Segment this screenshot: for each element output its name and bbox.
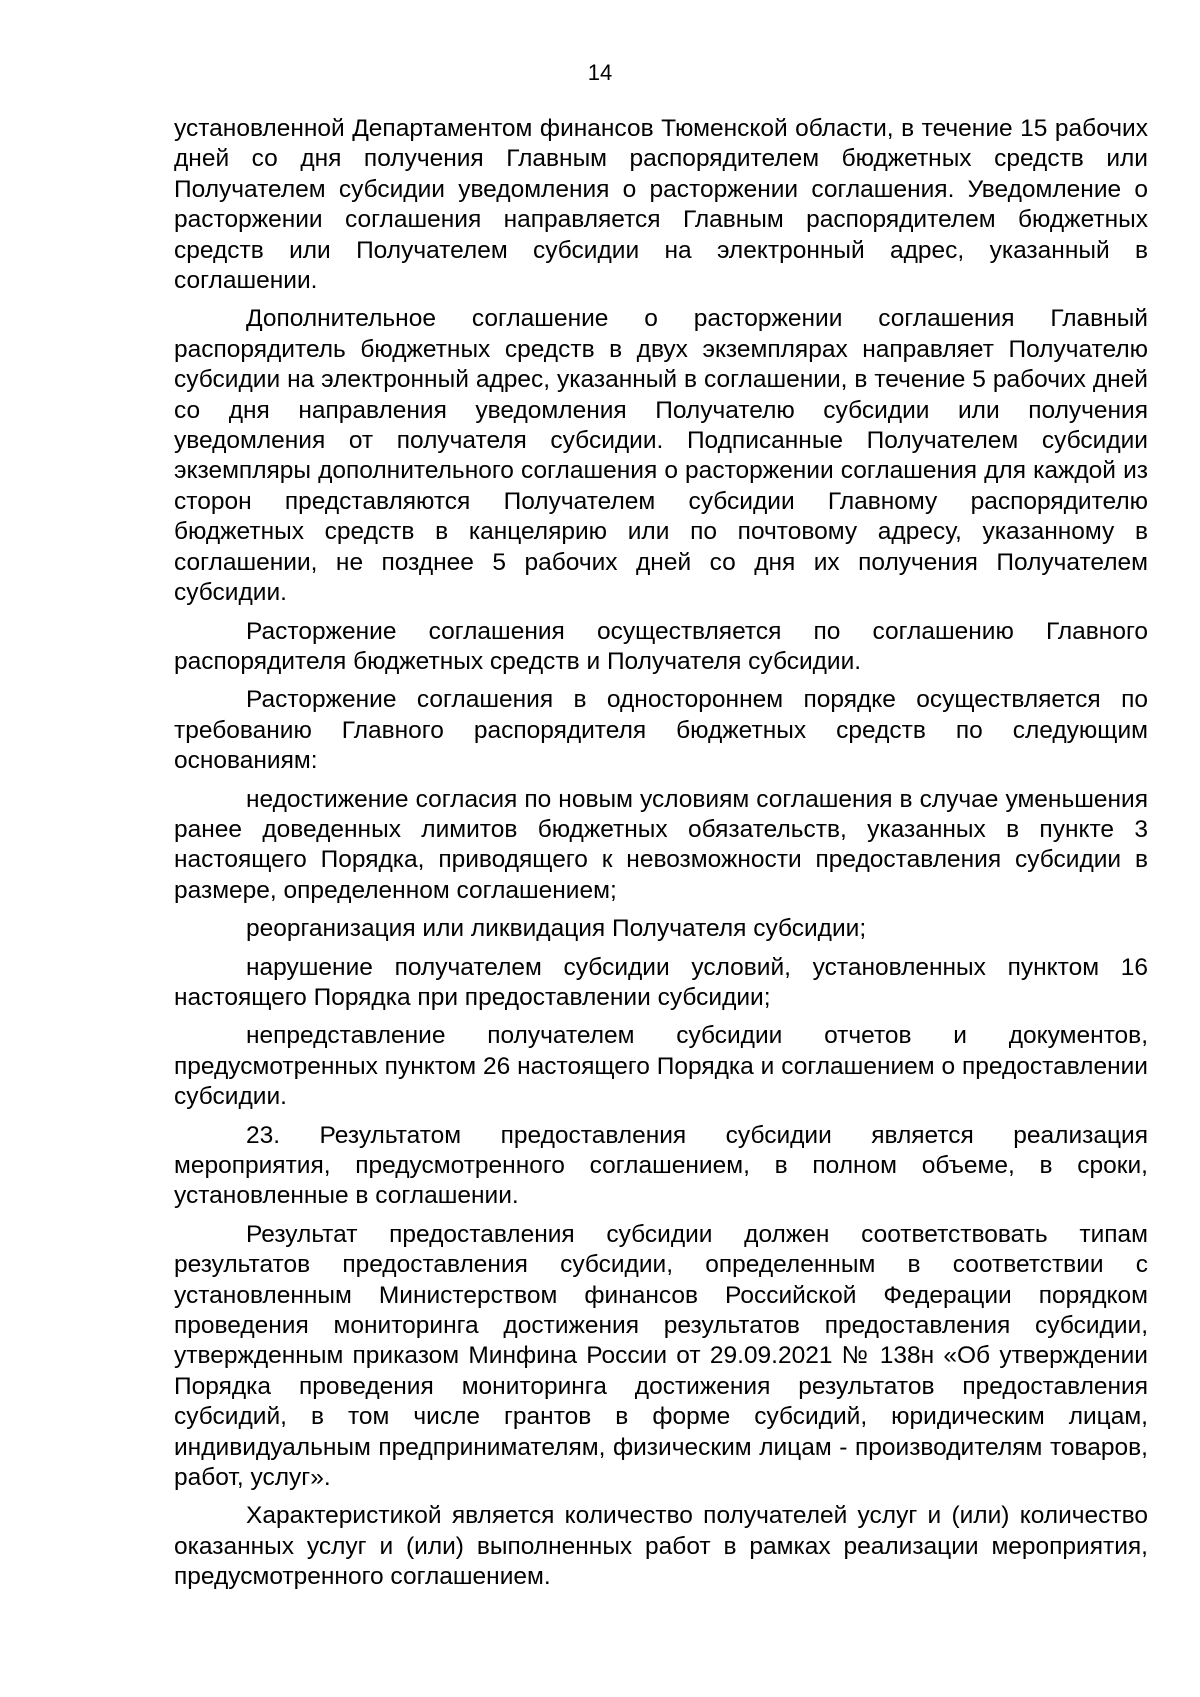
paragraph-continuation: установленной Департаментом финансов Тюменской области, в течение 15 рабочих дней со дня получения Главным распорядителем бюджетных средств или Получателем субсидии уведомления о расторжении соглашения. Уведомление о расторжении соглашения направляется Главным распорядителем бюджетных средств или Получателем субсидии на электронный адрес, указанный в соглашении.	[174, 115, 1148, 295]
paragraph-ground-violation: нарушение получателем субсидии условий, установленных пунктом 16 настоящего Порядка при предоставлении субсидии;	[174, 953, 1148, 1011]
paragraph-item-23: 23. Результатом предоставления субсидии является реализация мероприятия, предусмотренного соглашением, в полном объеме, в сроки, установленные в соглашении.	[174, 1121, 1148, 1210]
paragraph-result-types: Результат предоставления субсидии должен соответствовать типам результатов предоставления субсидии, определенным в соответствии с установленным Министерством финансов Российской Федерации порядком проведения мониторинга достижения результатов предоставления субсидии, утвержденным приказом Минфина России от 29.09.2021 № 138н «Об утверждении Порядка проведения мониторинга достижения результатов предоставления субсидий, в том числе грантов в форме субсидий, юридическим лицам, индивидуальным предпринимателям, физическим лицам - производителям товаров, работ, услуг».	[174, 1220, 1148, 1492]
page-number: 14	[587, 60, 613, 85]
paragraph-additional-agreement: Дополнительное соглашение о расторжении соглашения Главный распорядитель бюджетных средств в двух экземплярах направляет Получателю субсидии на электронный адрес, указанный в соглашении, в течение 5 рабочих дней со дня направления уведомления Получателю субсидии или получения уведомления от получателя субсидии. Подписанные Получателем субсидии экземпляры дополнительного соглашения о расторжении соглашения для каждой из сторон представляются Получателем субсидии Главному распорядителю бюджетных средств в канцелярию или по почтовому адресу, указанному в соглашении, не позднее 5 рабочих дней со дня их получения Получателем субсидии.	[174, 305, 1148, 607]
paragraph-ground-no-consent: недостижение согласия по новым условиям соглашения в случае уменьшения ранее доведенных лимитов бюджетных обязательств, указанных в пункте 3 настоящего Порядка, приводящего к невозможности предоставления субсидии в размере, определенном соглашением;	[174, 785, 1148, 904]
document-body	[174, 114, 1148, 1601]
paragraph-ground-reorganization: реорганизация или ликвидация Получателя субсидии;	[246, 915, 867, 943]
paragraph-characteristic: Характеристикой является количество получателей услуг и (или) количество оказанных услуг и (или) выполненных работ в рамках реализации мероприятия, предусмотренного соглашением.	[174, 1502, 1148, 1591]
paragraph-termination-by-agreement: Расторжение соглашения осуществляется по соглашению Главного распорядителя бюджетных средств и Получателя субсидии.	[174, 617, 1148, 675]
paragraph-unilateral-termination: Расторжение соглашения в одностороннем порядке осуществляется по требованию Главного распорядителя бюджетных средств по следующим основаниям:	[174, 686, 1148, 775]
paragraph-ground-no-reports: непредставление получателем субсидии отчетов и документов, предусмотренных пунктом 26 настоящего Порядка и соглашением о предоставлении субсидии.	[174, 1022, 1148, 1111]
